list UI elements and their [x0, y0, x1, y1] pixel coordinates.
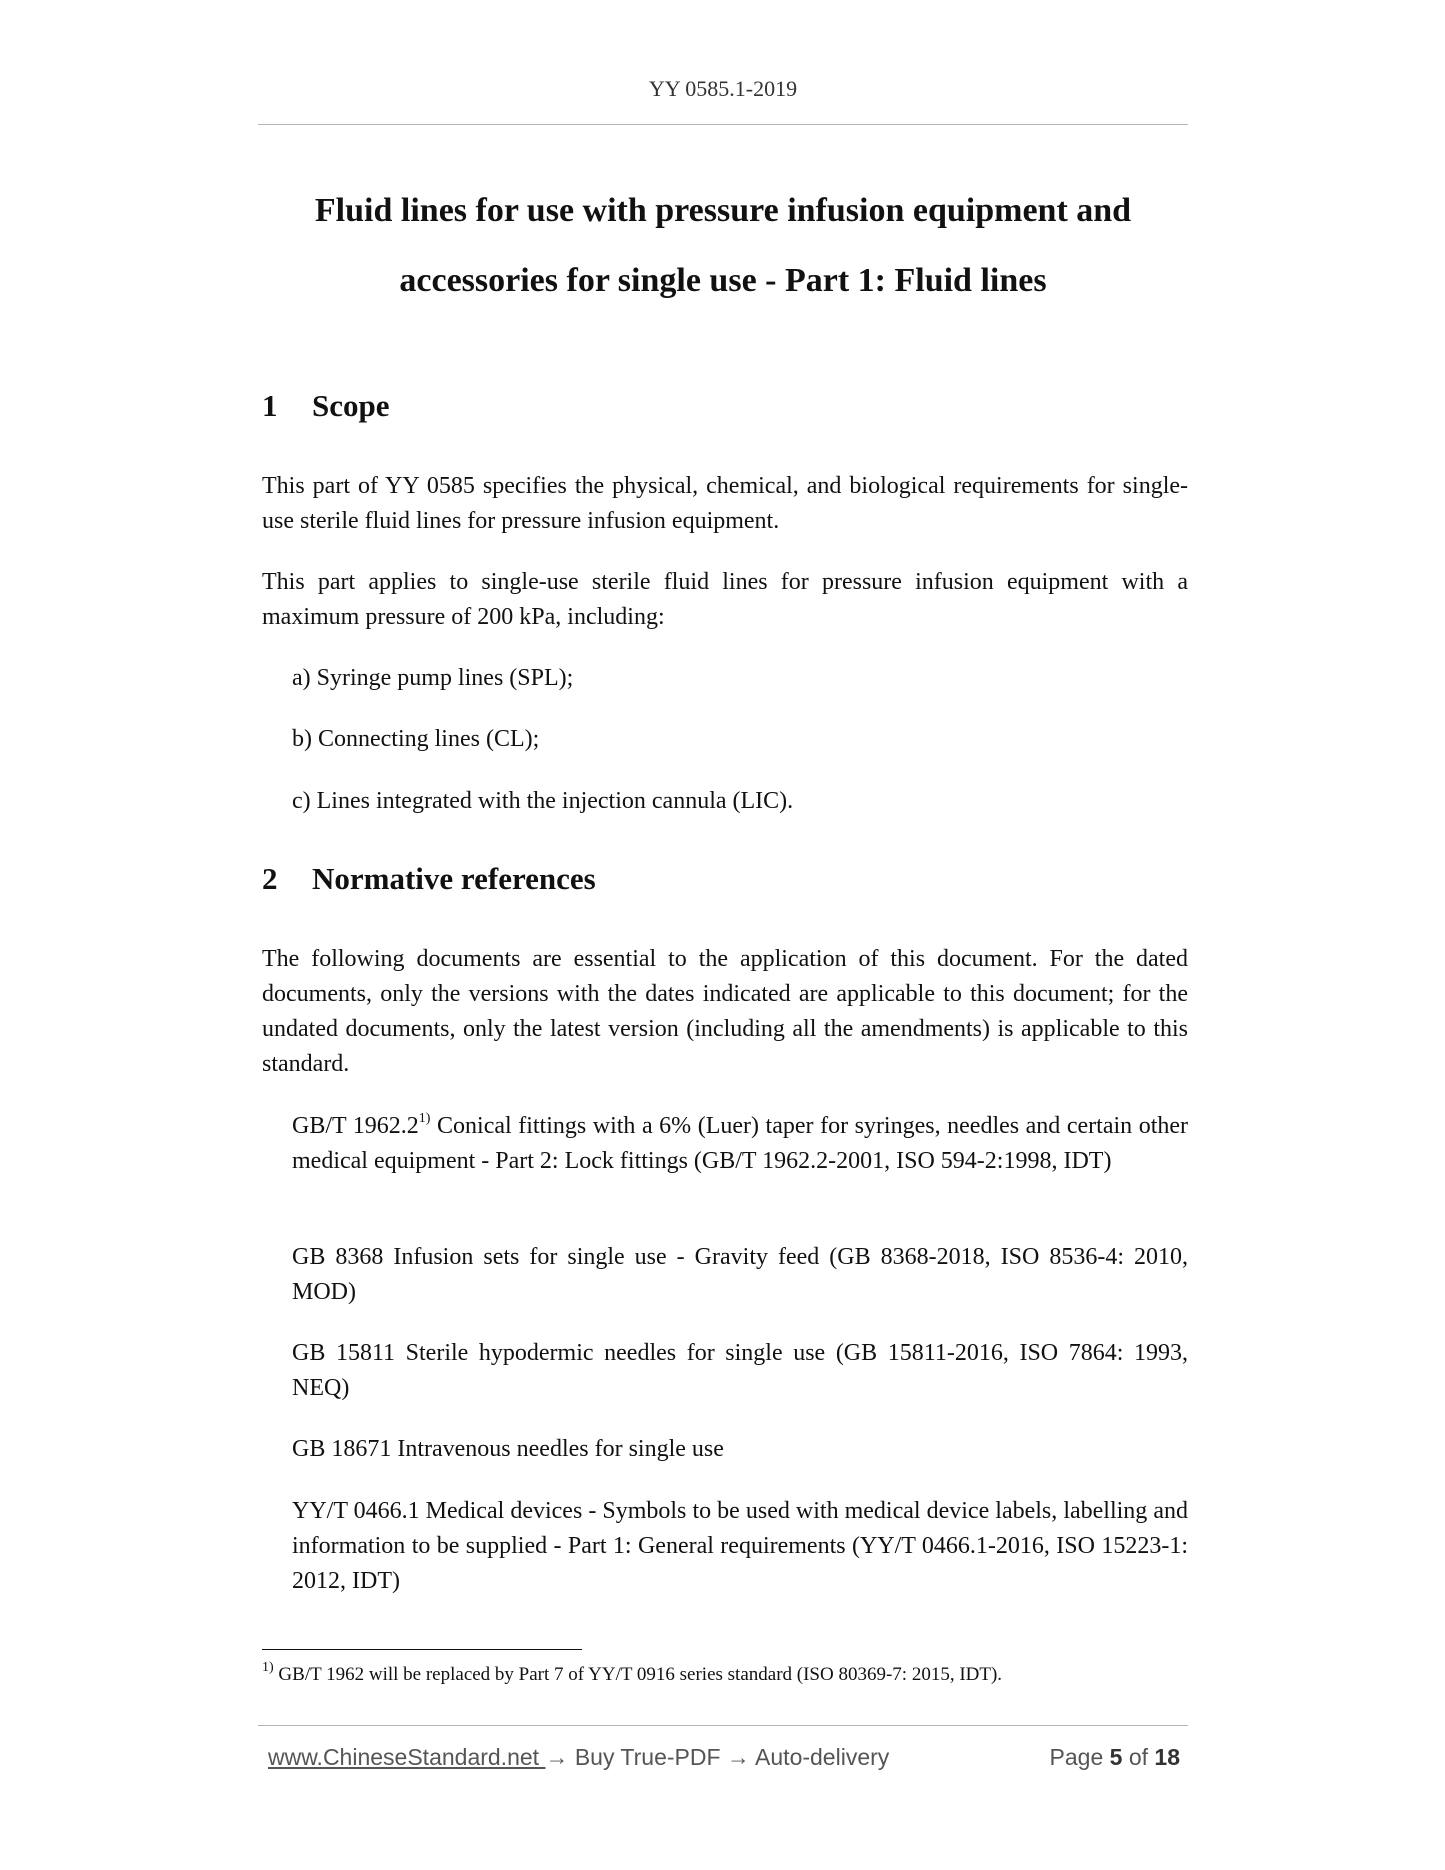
footer: [268, 1744, 1180, 1771]
paragraph: This part applies to single-use sterile fluid lines for pressure infusion equipment with a maximum pressure of 200 kPa, including:: [262, 569, 1188, 630]
current-page-number: 5: [1109, 1744, 1123, 1770]
title-line-2: accessories for single use - Part 1: Fluid lines: [399, 262, 1047, 299]
footnote-mark: 1): [262, 1659, 274, 1675]
arrow-right-icon: →: [545, 1744, 569, 1770]
website-link[interactable]: www.ChineseStandard.net: [268, 1744, 546, 1770]
footer-rule: [258, 1725, 1188, 1726]
section-number: 2: [262, 861, 278, 896]
footnote-marker[interactable]: 1): [418, 1111, 431, 1126]
document-title: [258, 176, 1188, 316]
section-heading-scope: [262, 388, 390, 424]
reference-item: GB 15811 Sterile hypodermic needles for single use (GB 15811-2016, ISO 7864: 1993, NEQ): [292, 1340, 1188, 1401]
reference-code: GB/T 1962.2: [292, 1113, 419, 1139]
paragraph: The following documents are essential to the application of this document. For the dated documents, only the versions with the dates indicated are applicable to this document; for the undated documents, only the latest version (including all the amendments) is applicable to this standard.: [262, 946, 1188, 1077]
section-title: Scope: [312, 388, 390, 423]
section-title: Normative references: [312, 861, 596, 896]
document-id-header: YY 0585.1-2019: [648, 76, 798, 101]
list-item: b) Connecting lines (CL);: [292, 726, 540, 752]
title-line-1: Fluid lines for use with pressure infusion equipment and: [314, 192, 1132, 229]
footnote-rule: [262, 1649, 582, 1650]
reference-item: GB 18671 Intravenous needles for single use: [292, 1436, 724, 1462]
paragraph: This part of YY 0585 specifies the physical, chemical, and biological requirements for single-use sterile fluid lines for pressure infusion equipment.: [262, 473, 1188, 534]
section-number: 1: [262, 388, 278, 423]
total-pages-number: 18: [1154, 1744, 1180, 1770]
list-item: a) Syringe pump lines (SPL);: [292, 665, 574, 691]
reference-item: [292, 1109, 1188, 1179]
page-indicator: [1050, 1744, 1180, 1771]
buy-true-pdf-text: Buy True-PDF: [568, 1744, 727, 1770]
header-rule: [258, 124, 1188, 125]
reference-text: Conical fittings with a 6% (Luer) taper for syringes, needles and certain other medical equipment - Part 2: Lock fittings (GB/T 1962.2-2001, ISO 594-2:1998, IDT): [292, 1113, 1189, 1174]
page-of-label: of: [1122, 1744, 1155, 1770]
reference-item: GB 8368 Infusion sets for single use - Gravity feed (GB 8368-2018, ISO 8536-4: 2010, MOD): [292, 1244, 1188, 1305]
section-heading-normative-references: [262, 861, 596, 897]
footnote: [262, 1659, 1188, 1688]
footnote-text: GB/T 1962 will be replaced by Part 7 of YY/T 0916 series standard (ISO 80369-7: 2015, IDT).: [273, 1664, 1003, 1685]
arrow-right-icon: →: [726, 1744, 750, 1770]
reference-item: YY/T 0466.1 Medical devices - Symbols to be used with medical device labels, labelling and information to be supplied - Part 1: General requirements (YY/T 0466.1-2016, ISO 15223-1: 2012, IDT): [292, 1498, 1188, 1594]
page-label: Page: [1049, 1744, 1110, 1770]
auto-delivery-text: Auto-delivery: [749, 1744, 890, 1770]
list-item: c) Lines integrated with the injection cannula (LIC).: [292, 788, 794, 814]
